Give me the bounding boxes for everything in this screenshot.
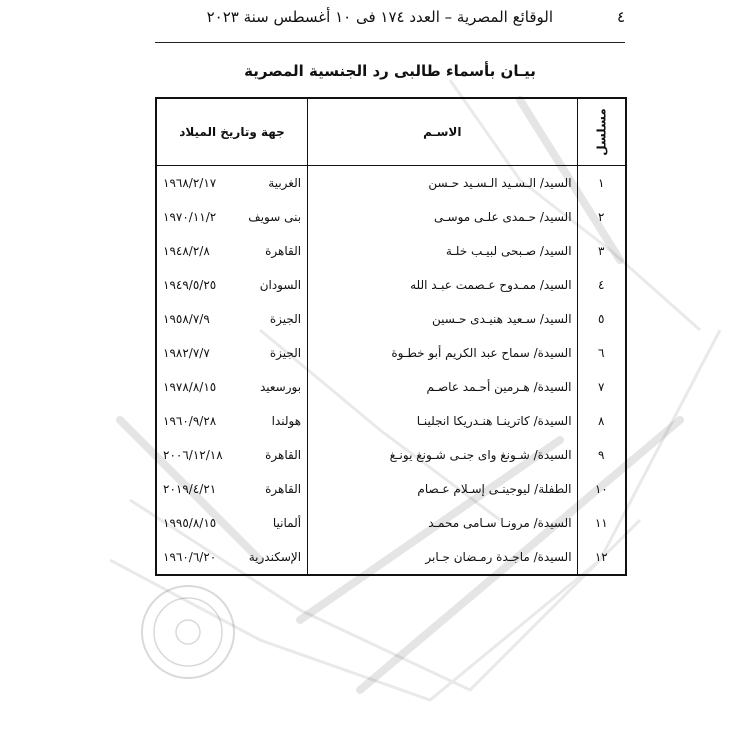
row-birth-place: بنى سويف — [248, 210, 302, 224]
row-name: السيدة/ شـونغ واى جنـى شـونغ يونـغ — [308, 438, 577, 472]
row-place-date — [156, 472, 308, 506]
row-place-date — [156, 302, 308, 336]
row-name: السيدة/ مرونـا سـامى محمـد — [308, 506, 577, 540]
row-birth-date: ١٩٦٨/٢/١٧ — [163, 176, 217, 190]
row-birth-date: ١٩٤٩/٥/٢٥ — [163, 278, 217, 292]
header-place-date: جهة وتاريخ الميلاد — [156, 98, 308, 166]
row-name: السيد/ سـعيد هنيـدى حـسين — [308, 302, 577, 336]
table-row — [156, 540, 626, 575]
table-row — [156, 370, 626, 404]
row-birth-place: بورسعيد — [259, 380, 302, 394]
header-name: الاسـم — [308, 98, 577, 166]
row-birth-place: القاهرة — [265, 448, 302, 462]
table-row — [156, 472, 626, 506]
row-birth-date: ١٩٧٠/١١/٢ — [163, 210, 217, 224]
row-birth-place: السودان — [259, 278, 302, 292]
applicants-table — [155, 97, 627, 576]
row-place-date — [156, 200, 308, 234]
table-header-row — [156, 98, 626, 166]
row-serial: ١٢ — [577, 540, 626, 575]
row-place-date — [156, 234, 308, 268]
page-number: ٤ — [616, 8, 625, 26]
row-place-date — [156, 370, 308, 404]
row-birth-date: ١٩٦٠/٩/٢٨ — [163, 414, 217, 428]
table-row — [156, 234, 626, 268]
header-serial: مسلسل — [577, 98, 626, 166]
row-serial: ٥ — [577, 302, 626, 336]
row-place-date — [156, 540, 308, 575]
row-serial: ١ — [577, 166, 626, 201]
row-serial: ٣ — [577, 234, 626, 268]
row-birth-place: القاهرة — [265, 482, 302, 496]
table-title: بيـان بأسماء طالبى رد الجنسية المصرية — [244, 62, 536, 80]
row-name: السيد/ الـسـيد الـسـيد حـسن — [308, 166, 577, 201]
row-place-date — [156, 438, 308, 472]
row-place-date — [156, 506, 308, 540]
row-birth-date: ١٩٦٠/٦/٢٠ — [163, 550, 217, 564]
row-serial: ٨ — [577, 404, 626, 438]
row-birth-place: الغربية — [268, 176, 302, 190]
row-place-date — [156, 268, 308, 302]
row-name: السيدة/ كاترينـا هنـدريكا انجلينـا — [308, 404, 577, 438]
row-birth-place: هولندا — [271, 414, 302, 428]
table-row — [156, 506, 626, 540]
row-serial: ٧ — [577, 370, 626, 404]
row-name: السيد/ صـبحى لبيـب خلـة — [308, 234, 577, 268]
journal-issue-line: الوقائع المصرية – العدد ١٧٤ فى ١٠ أغسطس سنة ٢٠٢٣ — [206, 8, 553, 26]
seal-emblem — [142, 586, 234, 678]
row-name: السيدة/ هـرمين أحـمد عاصـم — [308, 370, 577, 404]
row-serial: ٢ — [577, 200, 626, 234]
row-birth-date: ١٩٥٨/٧/٩ — [163, 312, 210, 326]
row-birth-place: الجيزة — [269, 312, 302, 326]
row-birth-place: القاهرة — [265, 244, 302, 258]
row-place-date — [156, 166, 308, 201]
row-birth-date: ١٩٧٨/٨/١٥ — [163, 380, 217, 394]
row-place-date — [156, 336, 308, 370]
row-serial: ٦ — [577, 336, 626, 370]
row-place-date — [156, 404, 308, 438]
row-birth-date: ٢٠١٩/٤/٢١ — [163, 482, 217, 496]
table-row — [156, 336, 626, 370]
row-serial: ١٠ — [577, 472, 626, 506]
row-birth-date: ٢٠٠٦/١٢/١٨ — [163, 448, 223, 462]
page-header — [155, 4, 625, 32]
row-serial: ٤ — [577, 268, 626, 302]
row-birth-place: الإسكندرية — [248, 550, 302, 564]
row-name: السيد/ ممـدوح عـصمت عبـد الله — [308, 268, 577, 302]
row-birth-place: الجيزة — [269, 346, 302, 360]
row-birth-place: ألمانيا — [272, 516, 302, 530]
row-name: الطفلة/ ليوجينـى إسـلام عـصام — [308, 472, 577, 506]
table-row — [156, 200, 626, 234]
row-birth-date: ١٩٨٢/٧/٧ — [163, 346, 210, 360]
table-row — [156, 166, 626, 201]
row-name: السيدة/ ماجـدة رمـضان جـابر — [308, 540, 577, 575]
table-row — [156, 404, 626, 438]
header-divider — [155, 42, 625, 43]
row-name: السيد/ حـمدى علـى موسـى — [308, 200, 577, 234]
table-row — [156, 438, 626, 472]
row-serial: ٩ — [577, 438, 626, 472]
row-serial: ١١ — [577, 506, 626, 540]
row-birth-date: ١٩٩٥/٨/١٥ — [163, 516, 217, 530]
table-row — [156, 268, 626, 302]
row-birth-date: ١٩٤٨/٢/٨ — [163, 244, 210, 258]
row-name: السيدة/ سماح عبد الكريم أبو خطـوة — [308, 336, 577, 370]
table-row — [156, 302, 626, 336]
